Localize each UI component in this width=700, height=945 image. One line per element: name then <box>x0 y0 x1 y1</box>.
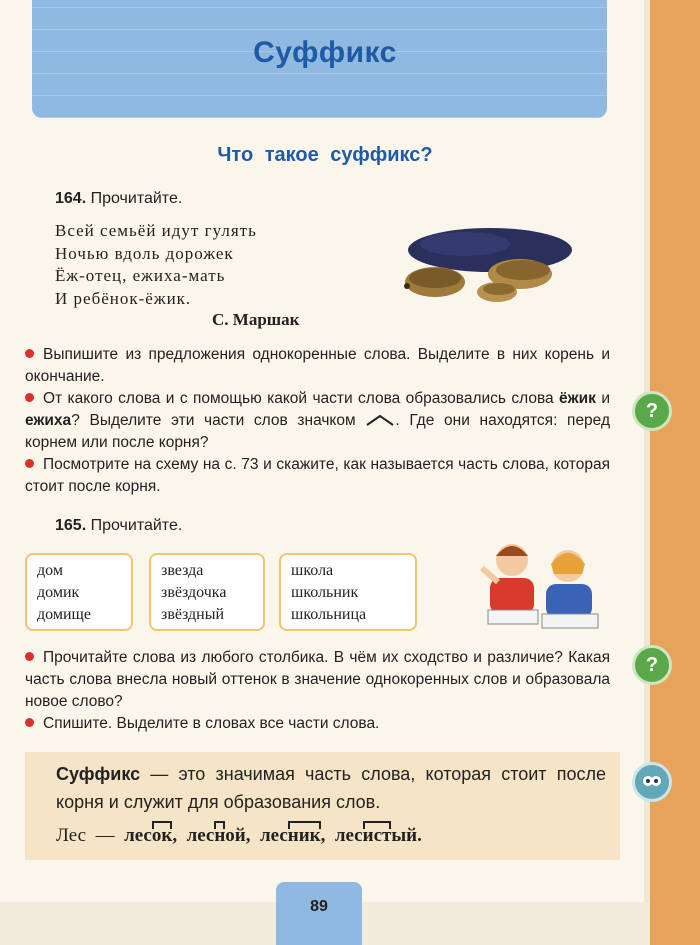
word-column <box>149 553 265 631</box>
word-ending: ый. <box>391 825 422 846</box>
word: домик <box>37 584 80 601</box>
poem-line: Всей семьёй идут гулять <box>55 221 257 240</box>
exercise-number: 164. <box>55 190 87 207</box>
task-item <box>25 454 610 498</box>
exercise-165-header <box>55 517 182 535</box>
owl-icon <box>641 771 663 793</box>
word-root: лес <box>334 825 363 846</box>
question-badge-icon: ? <box>632 645 672 685</box>
example-word <box>335 825 422 846</box>
task-text: От какого слова и с помощью какой части слова образовались слова <box>43 390 554 407</box>
example-word <box>187 825 251 846</box>
poem-line: Ночью вдоль дорожек <box>55 243 234 263</box>
example-dash: — <box>95 825 115 846</box>
word: школьница <box>291 606 367 623</box>
task-item <box>25 388 610 454</box>
exercise-instruction: Прочитайте. <box>90 190 183 207</box>
task-text: и <box>601 390 611 407</box>
bullet-icon <box>25 393 34 402</box>
poem-line: И ребёнок-ёжик. <box>55 288 192 308</box>
word-suffix: ок <box>151 825 173 846</box>
task-item <box>25 344 610 388</box>
highlighted-word: ёжик <box>559 390 596 407</box>
word-ending: ой, <box>225 825 251 846</box>
word-ending: , <box>172 825 178 846</box>
task-text: Выпишите из предложения однокоренные слова. Выделите в них корень и окончание. <box>25 346 610 385</box>
word-suffix: н <box>214 825 226 846</box>
exercise-164-header <box>55 190 182 208</box>
word: звёздочка <box>161 584 227 601</box>
children-illustration <box>470 538 610 638</box>
word-root: лес <box>186 825 215 846</box>
task-text: Прочитайте слова из любого столбика. В чём их сходство и различие? Какая часть слова внесла новый оттенок в значение однокоренных слов и образовала новое слово? <box>25 649 610 710</box>
owl-badge-icon <box>632 762 672 802</box>
poem-author: С. Маршак <box>212 310 300 329</box>
rule-term: Суффикс <box>56 764 141 784</box>
word-suffix: ист <box>362 825 392 846</box>
exercise-165-tasks <box>25 647 610 735</box>
example-word <box>260 825 325 846</box>
bullet-icon <box>25 718 34 727</box>
word: звёздный <box>161 606 225 623</box>
example-base-word: Лес <box>56 825 87 846</box>
word: домище <box>37 606 91 623</box>
page-number: 89 <box>310 898 328 915</box>
bullet-icon <box>25 349 34 358</box>
exercise-164-tasks <box>25 344 610 498</box>
rule-definition <box>56 760 606 816</box>
task-text: ? Выделите эти части слов значком <box>71 412 356 429</box>
word-column <box>279 553 417 631</box>
task-text: Посмотрите на схему на с. 73 и скажите, как называется часть слова, которая стоит после корня. <box>25 456 610 495</box>
section-subtitle: Что такое суффикс? <box>217 144 433 166</box>
bullet-icon <box>25 459 34 468</box>
task-item <box>25 647 610 713</box>
word: школа <box>291 562 334 579</box>
suffix-mark-icon <box>365 413 395 427</box>
word-suffix: ник <box>287 825 321 846</box>
task-item <box>25 713 610 735</box>
page-title: Суффикс <box>253 36 397 69</box>
rule-text: — это значимая часть слова, которая стоит после корня и служит для образования слов. <box>56 764 606 812</box>
highlighted-word: ежиха <box>25 412 72 429</box>
poem-line: Ёж-отец, ежиха-мать <box>55 266 226 285</box>
word-column <box>25 553 133 631</box>
word-root: лес <box>124 825 152 846</box>
hedgehogs-illustration <box>395 222 575 307</box>
word-ending: , <box>320 825 326 846</box>
question-badge-icon: ? <box>632 391 672 431</box>
exercise-number: 165. <box>55 517 87 534</box>
bullet-icon <box>25 652 34 661</box>
task-text: Спишите. Выделите в словах все части слова. <box>43 715 380 732</box>
rule-example <box>56 825 422 847</box>
word: дом <box>37 562 63 579</box>
poem <box>55 220 257 310</box>
word-root: лес <box>260 825 288 846</box>
word: школьник <box>291 584 359 601</box>
exercise-instruction: Прочитайте. <box>90 517 183 534</box>
example-word <box>124 825 177 846</box>
task-text: . Где они находятся: перед корнем или после корня? <box>25 412 611 451</box>
word: звезда <box>161 562 204 579</box>
